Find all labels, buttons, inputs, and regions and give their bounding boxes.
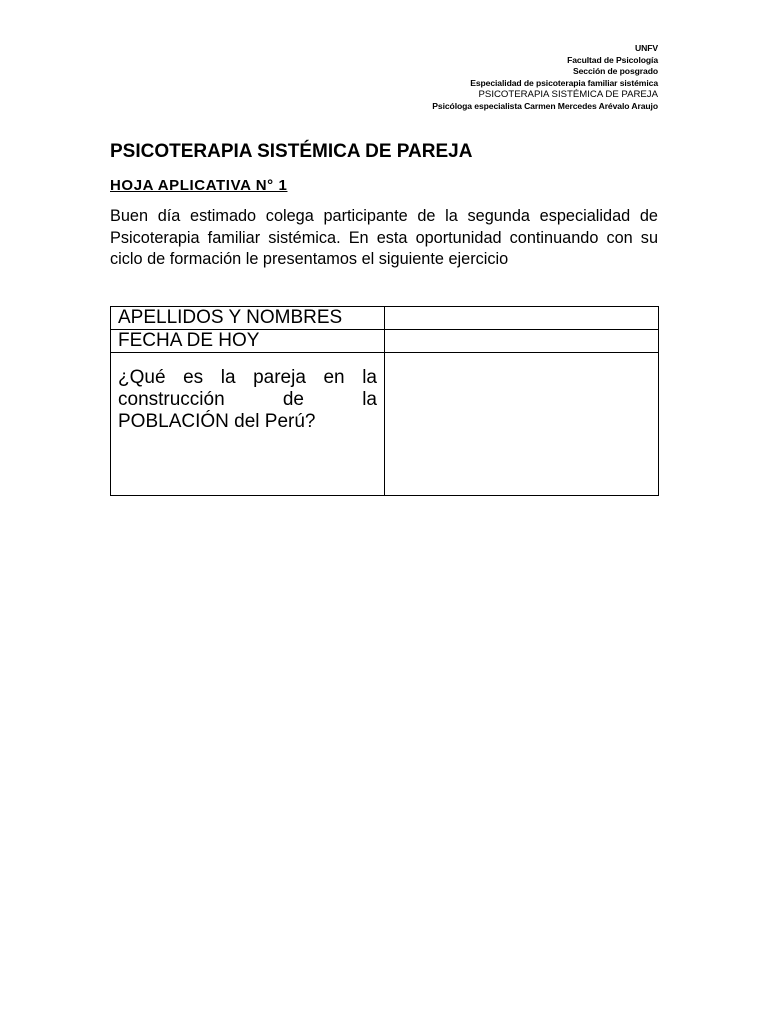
- header-course: PSICOTERAPIA SISTÉMICA DE PAREJA: [478, 89, 658, 101]
- document-header: [432, 43, 658, 113]
- answer-field[interactable]: [385, 353, 659, 496]
- intro-paragraph: Buen día estimado colega participante de la segunda especialidad de Psicoterapia familiar sistémica. En esta oportunidad continuando con su ciclo de formación le presentamos el siguiente ejercicio: [110, 207, 658, 268]
- header-section: Sección de posgrado: [572, 66, 658, 77]
- question-row: [111, 353, 659, 496]
- header-instructor: Psicóloga especialista Carmen Mercedes Arévalo Araujo: [432, 100, 658, 111]
- sheet-title: HOJA APLICATIVA N° 1: [110, 177, 288, 194]
- names-field[interactable]: [385, 307, 659, 330]
- date-row: [111, 330, 659, 353]
- names-label: APELLIDOS Y NOMBRES: [111, 307, 385, 330]
- date-label: FECHA DE HOY: [111, 330, 385, 353]
- student-form-table: [110, 306, 659, 496]
- question-text: ¿Qué es la pareja en la construcción de la POBLACIÓN del Perú?: [111, 353, 385, 496]
- header-specialty: Especialidad de psicoterapia familiar sistémica: [470, 77, 658, 88]
- header-university: UNFV: [635, 43, 658, 53]
- date-field[interactable]: [385, 330, 659, 353]
- names-row: [111, 307, 659, 330]
- header-faculty: Facultad de Psicología: [567, 54, 658, 65]
- document-title: PSICOTERAPIA SISTÉMICA DE PAREJA: [110, 141, 473, 162]
